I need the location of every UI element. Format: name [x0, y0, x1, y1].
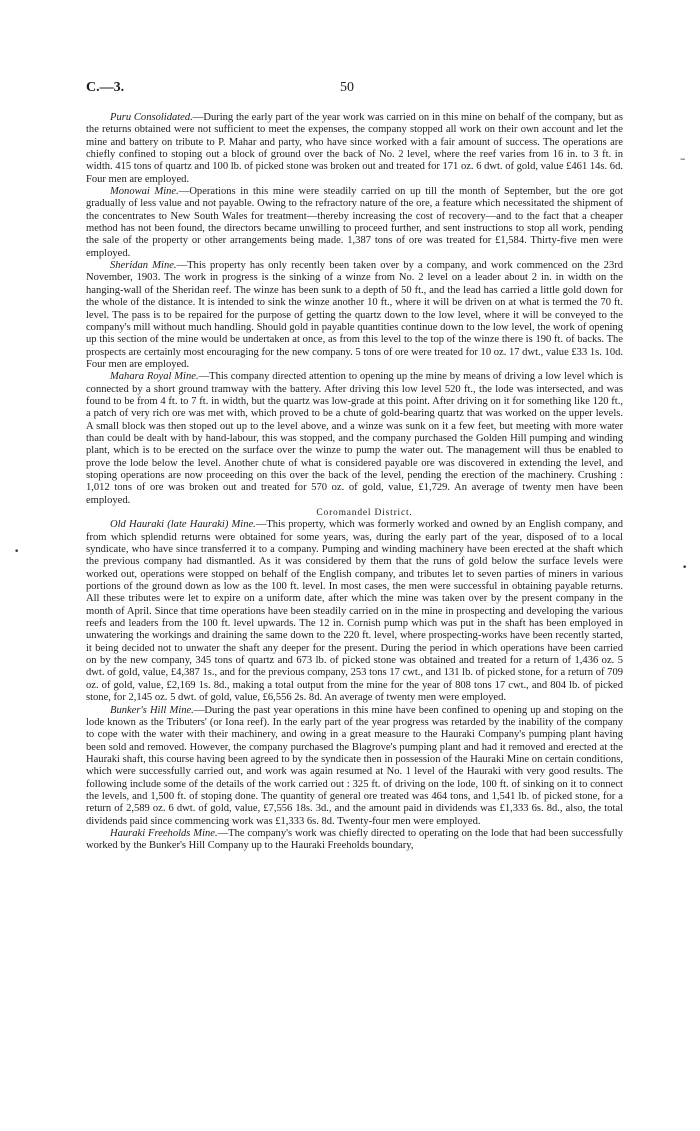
- district-heading: Coromandel District.: [316, 508, 413, 518]
- paragraph-monowai-mine: [86, 186, 623, 260]
- mine-title: Sheridan Mine.: [110, 260, 177, 272]
- margin-speck-mark: •: [14, 547, 20, 557]
- mine-title: Hauraki Freeholds Mine.: [110, 827, 218, 839]
- paragraph-text: —During the early part of the year work was carried on in this mine on behalf of the company, but as the returns obtained were not sufficient to meet the expenses, the company stopped all work on their own account and let the mine and battery on tribute to P. Mahar and party, who have since worked with a fair amount of success. The operations are chiefly confined to stoping out a block of ground over the back of No. 2 level, where the reef varies from 16 in. to 3 ft. in width. 415 tons of quartz and 100 lb. of picked stone was broken out and treated for 171 oz. 6 dwt. of gold, value £461 14s. 6d. Four men are employed.: [86, 112, 623, 185]
- paragraph-puru-consolidated: [86, 112, 623, 186]
- paragraph-text: —This property has only recently been taken over by a company, and work commenced on the 23rd November, 1903. The work in progress is the sinking of a winze from No. 2 level on a leader about 2 in. in width on the hanging-wall of the Sheridan reef. The winze has been sunk to a depth of 50 ft., and the lead has carried a little gold down for the whole of the distance. It is intended to sink the winze another 10 ft., where it will be driven on at what is termed the 70 ft. level. The pass is to be repaired for the purpose of getting the quartz down to the low level, where it will be conveyed to the company's mill without much handling. Should gold in payable quantities continue down to the low level, the work of opening up this section of the mine would be undertaken at once, as from this level to the top of the winze there is 190 ft. of backs. The prospects are certainly most encouraging for the new company. 5 tons of ore were treated for 10 oz. 17 dwt., value £33 1s. 10d. Four men are employed.: [86, 260, 623, 370]
- paragraph-text: —The company's work was chiefly directed to operating on the lode that had been successfully worked by the Bunker's Hill Company up to the Hauraki Freeholds boundary,: [86, 827, 623, 852]
- paragraph-mahara-royal-mine: [86, 371, 623, 507]
- page-header: [86, 80, 616, 100]
- mine-title: Old Hauraki (late Hauraki) Mine.: [110, 519, 256, 531]
- mine-title: Monowai Mine.: [110, 186, 179, 198]
- paragraph-text: —This company directed attention to opening up the mine by means of driving a low level which is connected by a short ground tramway with the battery. After driving this low level 520 ft., the lode was intersected, and was found to be from 4 ft. to 7 ft. in width, but the quartz was low-grade at this point. After driving on it for something like 120 ft., a patch of very rich ore was met with, which proved to be a chute of gold-bearing quartz that was worked on the upper levels. A small block was then stoped out up to the level above, and a winze was sunk on it a few feet, but meeting with more water than could be dealt with by hand-labour, this was stopped, and the company purchased the Golden Hill pumping and winding plant, which is to be erected on the surface over the winze to pump the water out. The management will thus be enabled to prove the lode below the level. Another chute of what is considered payable ore was discovered in extending the level, and stoping operations are now proceeding on this over the back of the level, pending the erection of the machinery. Crushing : 1,012 tons of ore was broken out and treated for 570 oz. of gold, value, £1,729. An average of twenty men have been employed.: [86, 371, 624, 506]
- report-body: [86, 112, 623, 853]
- mine-title: Bunker's Hill Mine.: [110, 704, 194, 716]
- margin-dash-mark: –: [680, 152, 686, 165]
- margin-speck-mark: •: [682, 563, 688, 573]
- report-reference: C.—3.: [86, 80, 125, 95]
- paragraph-hauraki-freeholds-mine: [86, 828, 623, 853]
- page-number: 50: [340, 80, 354, 95]
- paragraph-old-hauraki-mine: [86, 519, 623, 704]
- mine-title: Puru Consolidated.: [110, 112, 193, 123]
- mine-title: Mahara Royal Mine.: [110, 371, 199, 383]
- paragraph-text: —During the past year operations in this mine have been confined to opening up and stoping on the lode known as the Tributers' (or Iona reef). In the early part of the year progress was retarded by the inability of the company to cope with the water with their machinery, and owing in a great measure to the Hauraki Company's pumping plant having been sold and removed. However, the company purchased the Blagrove's pumping plant and had it removed and erected at the Hauraki shaft, this course having been agreed to by the syndicate then in possession of the Hauraki Mine on certain conditions, which were successfully carried out, and work was again resumed at No. 1 level of the Hauraki with very good results. The following include some of the details of the work carried out : 325 ft. of driving on the lode, 100 ft. of sinking on it to connect the levels, and 1,500 ft. of stoping done. The quantity of general ore treated was 464 tons, and 1,541 lb. of picked stone, for a return of 2,589 oz. 6 dwt. of gold, value, £7,556 18s. 3d., and the amount paid in dividends was £1,333 6s. 8d., also, the total dividends paid since commencing work was £1,333 6s. 8d. Twenty-four men were employed.: [86, 704, 624, 827]
- paragraph-text: —Operations in this mine were steadily carried on up till the month of September, but the ore got gradually of less value and not payable. Owing to the refractory nature of the ore, a feature which necessitated the shipment of the concentrates to New South Wales for treatment—thereby increasing the cost of recovery—and to the fact that a cheaper method has not been found, the directors became unwilling to proceed further, and sent instructions to stop all work, pending the sale of the property or other arrangements being made. 1,387 tons of ore was treated for £1,584. Thirty-five men were employed.: [86, 186, 623, 259]
- paragraph-sheridan-mine: [86, 260, 623, 371]
- paragraph-bunkers-hill-mine: [86, 705, 623, 828]
- paragraph-text: —This property, which was formerly worked and owned by an English company, and from which splendid returns were obtained for some years, was, during the early part of the year, disposed of to a local syndicate, who have since transferred it to a company. Pumping and winding machinery have been erected at the shaft which the previous company had dismantled. As it was considered by them that the runs of gold below the surface levels were worked out, operations were stopped on behalf of the English company, and tributes let to seven parties of miners in various portions of the ground down as low as the 100 ft. level. In most cases, the men were successful in obtaining payable returns. All these tributes were let to expire on a uniform date, after which the mine was taken over by the present company in the month of April. Since that time operations have been steadily carried on in the mine in prospecting and developing the various reefs and leaders from the 100 ft. level upwards. The 12 in. Cornish pump which was put in the shaft has been employed in unwatering the workings and draining the same down to the 220 ft. level, where prospecting-works have been recently started, it being decided not to unwater the shaft any deeper for the present. During the period in which operations have been carried on by the new company, 345 tons of quartz and 673 lb. of picked stone was obtained and treated for a return of 1,436 oz. 5 dwt. of gold, value, £4,387 1s., and for the previous company, 253 tons 17 cwt., and 131 lb. of picked stone, for a return of 709 oz. of gold, value, £2,169 1s. 8d., making a total output from the mine for the year of 808 tons 17 cwt., and 804 lb. of picked stone, for 2,145 oz. 5 dwt. of gold, value, £6,556 2s. 8d. An average of twenty men were employed.: [86, 519, 623, 704]
